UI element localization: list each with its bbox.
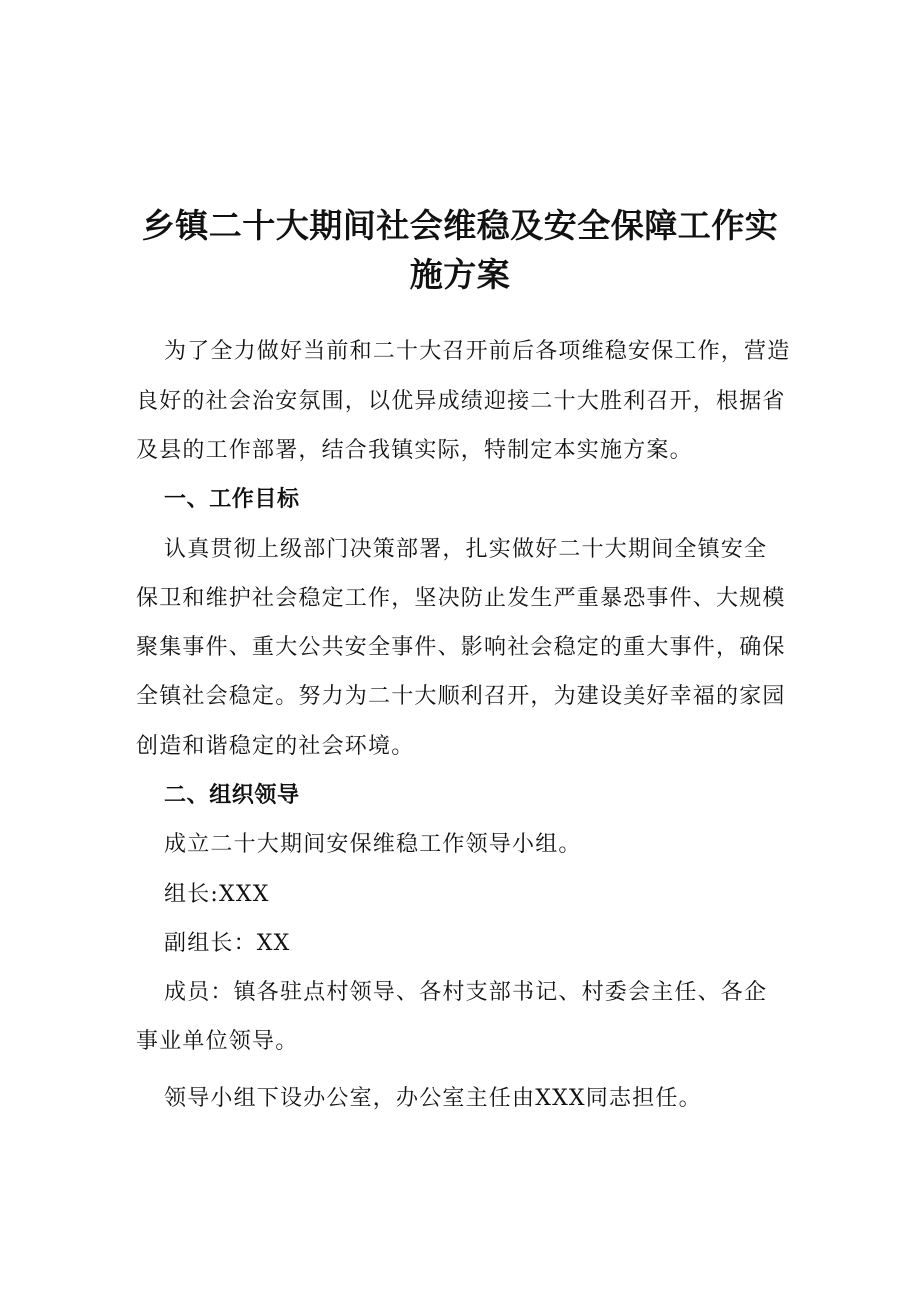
office-director: 领导小组下设办公室，办公室主任由XXX同志担任。 bbox=[164, 1086, 702, 1111]
section-1-heading: 一、工作目标 bbox=[164, 487, 300, 512]
group-leader: 组长:XXX bbox=[164, 882, 270, 907]
members-line-2: 事业单位领导。 bbox=[136, 1029, 299, 1054]
section-1-line-4: 全镇社会稳定。努力为二十大顺利召开，为建设美好幸福的家园 bbox=[136, 684, 786, 709]
deputy-group-leader: 副组长：XX bbox=[164, 931, 291, 956]
document-title-line-2: 施方案 bbox=[409, 255, 511, 294]
members-line-1: 成员：镇各驻点村领导、各村支部书记、村委会主任、各企 bbox=[164, 980, 768, 1005]
section-1-line-1: 认真贯彻上级部门决策部署，扎实做好二十大期间全镇安全 bbox=[164, 537, 768, 562]
leading-group-statement: 成立二十大期间安保维稳工作领导小组。 bbox=[164, 832, 582, 857]
intro-line-3: 及县的工作部署，结合我镇实际，特制定本实施方案。 bbox=[136, 438, 693, 463]
section-1-line-5: 创造和谐稳定的社会环境。 bbox=[136, 734, 415, 759]
intro-line-2: 良好的社会治安氛围，以优异成绩迎接二十大胜利召开，根据省 bbox=[136, 389, 786, 414]
intro-line-1: 为了全力做好当前和二十大召开前后各项维稳安保工作，营造 bbox=[164, 339, 791, 364]
section-2-heading: 二、组织领导 bbox=[164, 783, 300, 808]
document-title-line-1: 乡镇二十大期间社会维稳及安全保障工作实 bbox=[141, 206, 779, 245]
section-1-line-3: 聚集事件、重大公共安全事件、影响社会稳定的重大事件，确保 bbox=[136, 635, 786, 660]
section-1-line-2: 保卫和维护社会稳定工作，坚决防止发生严重暴恐事件、大规模 bbox=[136, 586, 786, 611]
